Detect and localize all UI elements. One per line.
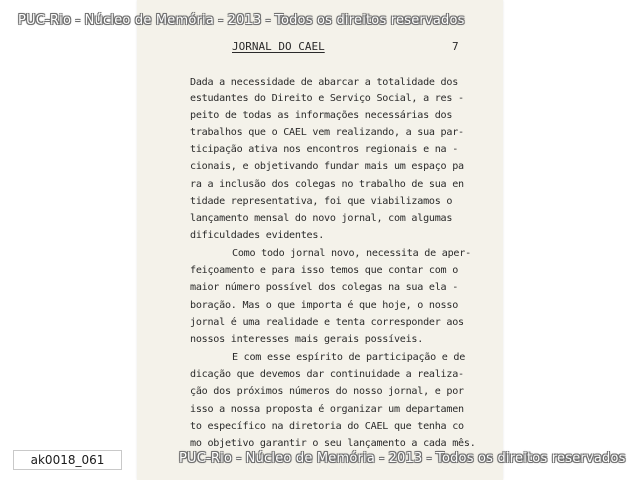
body-line: dificuldades evidentes. <box>190 230 325 241</box>
body-line: feiçoamento e para isso temos que contar com o <box>190 265 459 276</box>
body-line: maior número possível dos colegas na sua ela - <box>190 282 459 293</box>
body-line: tidade representativa, foi que viabilizamos o <box>190 196 453 207</box>
body-line: boração. Mas o que importa é que hoje, o nosso <box>190 300 459 311</box>
body-line: jornal é uma realidade e tenta corresponder aos <box>190 317 464 328</box>
document-title: JORNAL DO CAEL <box>232 40 325 53</box>
body-line: nossos interesses mais gerais possíveis. <box>190 334 424 345</box>
body-line: ticipação ativa nos encontros regionais e na - <box>190 144 459 155</box>
body-line: ra a inclusão dos colegas no trabalho de sua en <box>190 179 464 190</box>
image-id-label: ak0018_061 <box>13 450 122 470</box>
body-line: mo objetivo garantir o seu lançamento a cada mês. <box>190 438 476 449</box>
body-line: dicação que devemos dar continuidade a realiza- <box>190 369 464 380</box>
body-line: E com esse espírito de participação e de <box>232 352 466 363</box>
body-line: to específico na diretoria do CAEL que tenha co <box>190 421 464 432</box>
body-line: lançamento mensal do novo jornal, com algumas <box>190 213 453 224</box>
page-number: 7 <box>452 40 459 53</box>
body-line: Dada a necessidade de abarcar a totalidade dos <box>190 77 459 88</box>
copyright-watermark-top: PUC-Rio - Núcleo de Memória - 2013 - Todos os direitos reservados <box>18 13 465 28</box>
body-line: cionais, e objetivando fundar mais um espaço pa <box>190 161 464 172</box>
body-line: trabalhos que o CAEL vem realizando, a sua par- <box>190 127 464 138</box>
body-line: peito de todas as informações necessárias dos <box>190 110 453 121</box>
copyright-watermark-bottom: PUC-Rio - Núcleo de Memória - 2013 - Todos os direitos reservados <box>179 451 626 466</box>
body-line: Como todo jornal novo, necessita de aper- <box>232 248 471 259</box>
body-line: ção dos próximos números do nosso jornal, e por <box>190 386 464 397</box>
body-line: isso a nossa proposta é organizar um departamen <box>190 404 464 415</box>
body-line: estudantes do Direito e Serviço Social, a res - <box>190 93 464 104</box>
